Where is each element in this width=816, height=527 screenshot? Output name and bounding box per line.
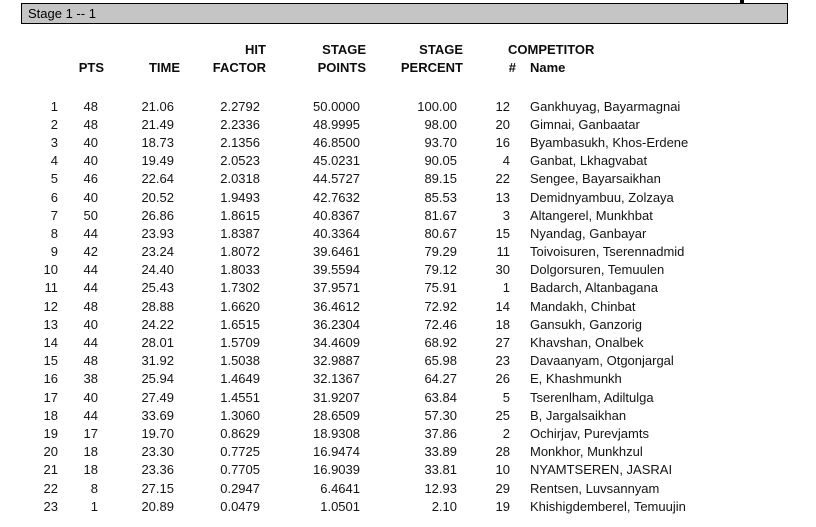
stage-percent-cell: 93.70 [424,134,457,150]
place-cell: 2 [50,116,58,132]
place-cell: 15 [43,353,58,369]
stage-points-cell: 31.9207 [313,389,360,405]
stage-points-cell: 34.4609 [313,335,360,351]
pts-cell: 40 [83,389,98,405]
stage-percent-cell: 100.00 [417,98,457,114]
pts-cell: 17 [83,425,98,441]
stage-percent-cell: 63.84 [424,389,457,405]
hit-factor-cell: 1.8072 [220,244,260,260]
stage-percent-cell: 68.92 [424,335,457,351]
pts-cell: 18 [83,444,98,460]
place-cell: 13 [43,316,58,332]
place-cell: 22 [43,480,58,496]
time-cell: 24.40 [141,262,174,278]
competitor-name-cell: Rentsen, Luvsannyam [530,480,660,496]
stage-percent-cell: 79.29 [424,244,457,260]
hit-factor-cell: 1.4649 [220,371,260,387]
competitor-num-cell: 5 [502,389,510,405]
stage-results-table [0,39,816,515]
table-row [0,206,816,224]
competitor-name-cell: Demidnyambuu, Zolzaya [530,189,674,205]
hit-factor-cell: 1.8033 [220,262,260,278]
stage-points-cell: 44.5727 [313,171,360,187]
table-row [0,424,816,442]
table-row [0,333,816,351]
table-row [0,297,816,315]
table-row [0,243,816,261]
time-cell: 22.64 [141,171,174,187]
time-cell: 33.69 [141,407,174,423]
time-cell: 26.86 [141,207,174,223]
header-blank [0,39,64,57]
place-cell: 10 [43,262,58,278]
stage-points-cell: 36.4612 [313,298,360,314]
place-cell: 5 [50,171,58,187]
competitor-num-cell: 14 [495,298,510,314]
table-row [0,406,816,424]
pts-cell: 48 [83,116,98,132]
stage-points-cell: 16.9039 [313,462,360,478]
hit-factor-cell: 0.7725 [220,444,260,460]
place-cell: 7 [50,207,58,223]
time-cell: 28.88 [141,298,174,314]
competitor-name-cell: Ochirjav, Purevjamts [530,425,649,441]
competitor-num-cell: 27 [495,335,510,351]
competitor-num-cell: 3 [502,207,510,223]
stage-percent-cell: 72.92 [424,298,457,314]
cursor-tip-mark [740,0,744,4]
pts-cell: 42 [83,244,98,260]
hit-factor-cell: 1.5709 [220,335,260,351]
competitor-name-cell: Badarch, Altanbagana [530,280,658,296]
time-cell: 23.24 [141,244,174,260]
header-name: Name [530,60,566,75]
time-cell: 19.49 [141,153,174,169]
stage-percent-cell: 98.00 [424,116,457,132]
hit-factor-cell: 2.1356 [220,134,260,150]
pts-cell: 44 [83,335,98,351]
competitor-name-cell: Gimnai, Ganbaatar [530,116,640,132]
table-row [0,370,816,388]
competitor-name-cell: Khishigdemberel, Temuujin [530,498,686,514]
stage-percent-cell: 37.86 [424,425,457,441]
hit-factor-cell: 1.6620 [220,298,260,314]
time-cell: 27.15 [141,480,174,496]
competitor-name-cell: Monkhor, Munkhzul [530,444,643,460]
stage-title-label: Stage 1 -- 1 [28,6,96,21]
header-pts: PTS [78,60,104,75]
stage-points-cell: 45.0231 [313,153,360,169]
header-row-top [0,39,816,57]
time-cell: 23.36 [141,462,174,478]
table-body [0,97,816,515]
hit-factor-cell: 1.4551 [220,389,260,405]
header-competitor: COMPETITOR [508,42,595,57]
competitor-name-cell: Toivoisuren, Tserennadmid [530,244,685,260]
stage-points-cell: 18.9308 [313,425,360,441]
header-blank [104,39,180,57]
header-row-bottom [0,57,816,75]
time-cell: 27.49 [141,389,174,405]
hit-factor-cell: 1.6515 [220,316,260,332]
header-time: TIME [148,60,180,75]
table-row [0,352,816,370]
competitor-num-cell: 29 [495,480,510,496]
place-cell: 20 [43,444,58,460]
header-stage-percent-top: STAGE [419,42,463,57]
table-row [0,97,816,115]
place-cell: 18 [43,407,58,423]
time-cell: 24.22 [141,316,174,332]
header-percent: PERCENT [400,60,463,75]
header-hit: HIT [245,42,266,57]
table-row [0,133,816,151]
hit-factor-cell: 2.0523 [220,153,260,169]
time-cell: 23.30 [141,444,174,460]
place-cell: 1 [50,98,58,114]
stage-points-cell: 28.6509 [313,407,360,423]
competitor-num-cell: 28 [495,444,510,460]
competitor-name-cell: Tserenlham, Adiltulga [530,389,654,405]
competitor-num-cell: 26 [495,371,510,387]
competitor-num-cell: 10 [495,462,510,478]
competitor-name-cell: Khavshan, Onalbek [530,335,644,351]
stage-percent-cell: 33.89 [424,444,457,460]
stage-percent-cell: 81.67 [424,207,457,223]
pts-cell: 44 [83,262,98,278]
time-cell: 31.92 [141,353,174,369]
header-blank [64,39,104,57]
stage-percent-cell: 80.67 [424,225,457,241]
pts-cell: 40 [83,153,98,169]
time-cell: 21.49 [141,116,174,132]
competitor-num-cell: 1 [502,280,510,296]
competitor-name-cell: Mandakh, Chinbat [530,298,636,314]
time-cell: 18.73 [141,134,174,150]
stage-points-cell: 42.7632 [313,189,360,205]
competitor-name-cell: Dolgorsuren, Temuulen [530,262,665,278]
stage-percent-cell: 72.46 [424,316,457,332]
stage-points-cell: 36.2304 [313,316,360,332]
place-cell: 6 [50,189,58,205]
table-header [0,39,816,97]
hit-factor-cell: 1.7302 [220,280,260,296]
place-cell: 21 [43,462,58,478]
stage-points-cell: 48.9995 [313,116,360,132]
competitor-name-cell: Byambasukh, Khos-Erdene [530,134,689,150]
stage-points-cell: 32.9887 [313,353,360,369]
stage-points-cell: 39.6461 [313,244,360,260]
pts-cell: 48 [83,98,98,114]
competitor-name-cell: B, Jargalsaikhan [530,407,627,423]
place-cell: 17 [43,389,58,405]
pts-cell: 1 [90,498,98,514]
place-cell: 4 [50,153,58,169]
pts-cell: 38 [83,371,98,387]
pts-cell: 48 [83,353,98,369]
hit-factor-cell: 0.7705 [220,462,260,478]
time-cell: 23.93 [141,225,174,241]
competitor-name-cell: NYAMTSEREN, JASRAI [530,462,673,478]
competitor-name-cell: Nyandag, Ganbayar [530,225,647,241]
time-cell: 25.94 [141,371,174,387]
hit-factor-cell: 1.8615 [220,207,260,223]
time-cell: 20.52 [141,189,174,205]
place-cell: 11 [44,280,58,296]
header-points: POINTS [317,60,366,75]
competitor-name-cell: Ganbat, Lkhagvabat [530,153,648,169]
stage-points-cell: 16.9474 [313,444,360,460]
competitor-num-cell: 18 [495,316,510,332]
hit-factor-cell: 0.2947 [220,480,260,496]
table-row [0,188,816,206]
competitor-name-cell: E, Khashmunkh [530,371,622,387]
stage-points-cell: 37.9571 [313,280,360,296]
hit-factor-cell: 1.9493 [220,189,260,205]
hit-factor-cell: 0.0479 [220,498,260,514]
table-row [0,170,816,188]
table-row [0,261,816,279]
stage-points-cell: 32.1367 [313,371,360,387]
competitor-num-cell: 30 [495,262,510,278]
time-cell: 25.43 [141,280,174,296]
place-cell: 14 [43,335,58,351]
competitor-name-cell: Sengee, Bayarsaikhan [530,171,661,187]
place-cell: 16 [43,371,58,387]
hit-factor-cell: 1.3060 [220,407,260,423]
place-cell: 3 [50,134,58,150]
stage-points-cell: 46.8500 [313,134,360,150]
stage-percent-cell: 57.30 [424,407,457,423]
table-row [0,152,816,170]
table-row [0,443,816,461]
pts-cell: 40 [83,189,98,205]
stage-percent-cell: 64.27 [424,371,457,387]
competitor-num-cell: 11 [496,244,510,260]
stage-points-cell: 6.4641 [320,480,360,496]
competitor-num-cell: 15 [495,225,510,241]
pts-cell: 44 [83,225,98,241]
pts-cell: 44 [83,407,98,423]
time-cell: 21.06 [141,98,174,114]
stage-percent-cell: 12.93 [424,480,457,496]
table-row [0,479,816,497]
stage-points-cell: 40.8367 [313,207,360,223]
table-row [0,497,816,515]
time-cell: 28.01 [141,335,174,351]
table-row [0,388,816,406]
stage-points-cell: 39.5594 [313,262,360,278]
stage-percent-cell: 75.91 [424,280,457,296]
table-row [0,224,816,242]
competitor-num-cell: 16 [495,134,510,150]
hit-factor-cell: 2.2792 [220,98,260,114]
pts-cell: 46 [83,171,98,187]
stage-title-bar [21,3,788,24]
header-spacer-cell [0,75,816,97]
hit-factor-cell: 0.8629 [220,425,260,441]
competitor-num-cell: 13 [495,189,510,205]
stage-percent-cell: 90.05 [424,153,457,169]
stage-percent-cell: 33.81 [424,462,457,478]
stage-percent-cell: 65.98 [424,353,457,369]
stage-points-cell: 1.0501 [320,498,360,514]
time-cell: 19.70 [141,425,174,441]
place-cell: 12 [43,298,58,314]
competitor-name-cell: Gansukh, Ganzorig [530,316,643,332]
stage-points-cell: 50.0000 [313,98,360,114]
place-cell: 19 [43,425,58,441]
competitor-num-cell: 4 [502,153,510,169]
competitor-num-cell: 20 [495,116,510,132]
competitor-num-cell: 12 [495,98,510,114]
pts-cell: 18 [83,462,98,478]
place-cell: 9 [50,244,58,260]
stage-points-cell: 40.3364 [313,225,360,241]
pts-cell: 40 [83,134,98,150]
hit-factor-cell: 1.8387 [220,225,260,241]
header-blank [0,57,64,75]
hit-factor-cell: 2.2336 [220,116,260,132]
pts-cell: 8 [90,480,98,496]
competitor-num-cell: 2 [502,425,510,441]
competitor-num-cell: 25 [495,407,510,423]
stage-percent-cell: 79.12 [424,262,457,278]
stage-percent-cell: 2.10 [431,498,457,514]
header-number-sign: # [508,60,516,75]
time-cell: 20.89 [141,498,174,514]
competitor-num-cell: 19 [495,498,510,514]
pts-cell: 40 [83,316,98,332]
pts-cell: 50 [83,207,98,223]
header-spacer [0,75,816,97]
table-row [0,461,816,479]
stage-percent-cell: 85.53 [424,189,457,205]
table-row [0,315,816,333]
hit-factor-cell: 1.5038 [220,353,260,369]
header-stage-points-top: STAGE [322,42,366,57]
competitor-name-cell: Gankhuyag, Bayarmagnai [530,98,681,114]
place-cell: 8 [50,225,58,241]
competitor-num-cell: 23 [495,353,510,369]
table-row [0,279,816,297]
competitor-name-cell: Davaanyam, Otgonjargal [530,353,674,369]
competitor-name-cell: Altangerel, Munkhbat [530,207,653,223]
place-cell: 23 [43,498,58,514]
competitor-num-cell: 22 [495,171,510,187]
pts-cell: 44 [83,280,98,296]
pts-cell: 48 [83,298,98,314]
hit-factor-cell: 2.0318 [220,171,260,187]
stage-percent-cell: 89.15 [424,171,457,187]
header-factor: FACTOR [212,60,266,75]
table-row [0,115,816,133]
